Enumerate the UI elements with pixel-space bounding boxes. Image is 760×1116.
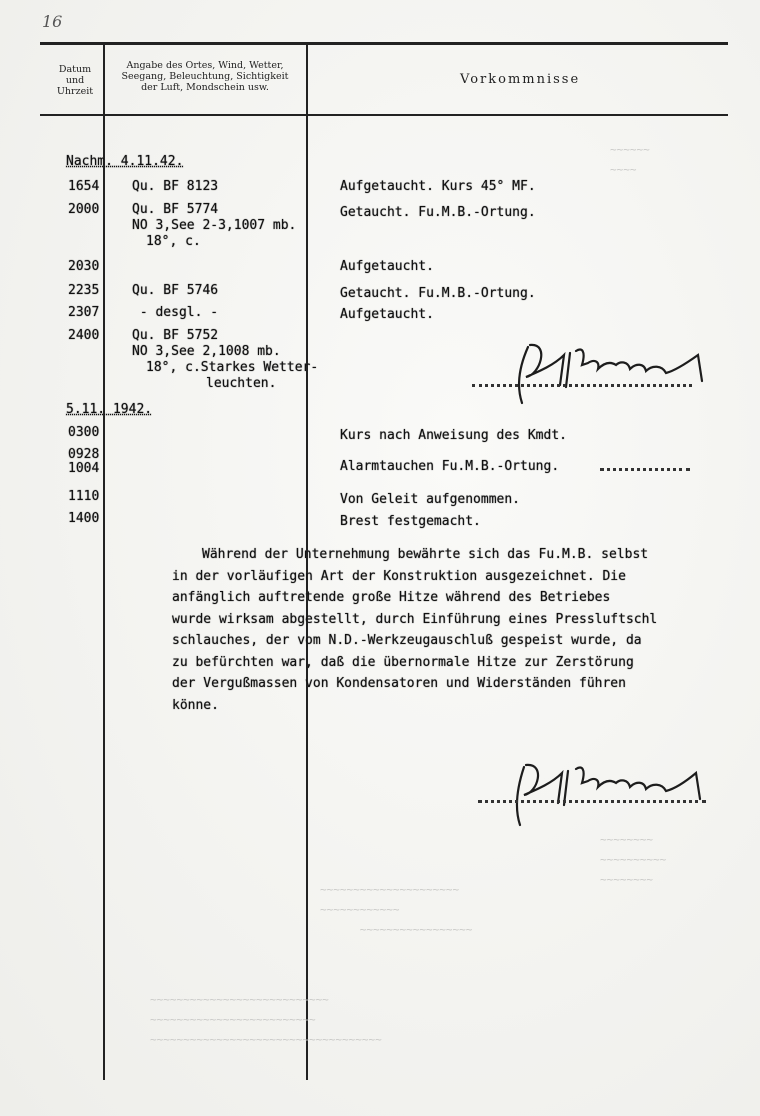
paragraph-line: zu befürchten war, daß die übernormale Hitze zur Zerstörung — [172, 654, 634, 670]
header-place-line-3: der Luft, Mondschein usw. — [141, 82, 269, 93]
entry-time: 0928 — [68, 447, 100, 462]
entry-event: Von Geleit aufgenommen. — [340, 492, 521, 507]
signature-dotline-2 — [478, 800, 706, 803]
entry-place: NO 3,See 2,1008 mb. — [132, 344, 281, 359]
entry-time-2: 1004 — [68, 461, 100, 476]
bleed-through-text-lower-3: ~~~~~~~~~~~~~~~~~~~~~~~~~~~ ~~~~~~~~~~~~~~~~~~~~~~~~~ ~~~~~~~~~~~~~~~~~~~~~~~~~~~~~~~~~~~ — [150, 993, 382, 1046]
entry-time: 2235 — [68, 283, 100, 298]
paragraph-line: könne. — [172, 697, 219, 713]
entry-place: NO 3,See 2-3,1007 mb. — [132, 218, 297, 233]
paragraph-line: wurde wirksam abgestellt, durch Einführung eines Pressluftschl — [172, 611, 658, 627]
bleed-through-text-lower: ~~~~~~~~ ~~~~~~~~~~ ~~~~~~~~ — [600, 833, 667, 886]
header-bottom-rule — [40, 114, 728, 116]
report-paragraph — [172, 544, 760, 716]
entry-event: Aufgetaucht. Kurs 45° MF. — [340, 179, 536, 194]
signature-1 — [470, 325, 720, 415]
column-divider-1 — [103, 44, 105, 1080]
entry-time: 2400 — [68, 328, 100, 343]
entry-time: 1654 — [68, 179, 100, 194]
paragraph-line: anfänglich auftretende große Hitze während des Betriebes — [172, 590, 611, 605]
bleed-through-text-lower-2: ~~~~~~~~~~~~~~~~~~~~~ ~~~~~~~~~~~~ ~~~~~~~~~~~~~~~~~ — [320, 883, 473, 936]
entry-place: - desgl. - — [132, 305, 219, 320]
entry-place: leuchten. — [206, 376, 277, 391]
bleed-through-text: ~~~~~~ ~~~~ — [610, 143, 650, 176]
entry-event: Kurs nach Anweisung des Kmdt. — [340, 428, 567, 443]
entry-time: 2030 — [68, 259, 100, 274]
entry-place: Qu. BF 5774 — [132, 202, 219, 217]
paragraph-line: Während der Unternehmung bewährte sich das Fu.M.B. selbst — [202, 547, 649, 562]
header-date-line-3: Uhrzeit — [56, 86, 94, 97]
header-top-rule — [40, 42, 728, 45]
entry-event: Aufgetaucht. — [340, 259, 434, 274]
paragraph-line: in der vorläufigen Art der Konstruktion ausgezeichnet. Die — [172, 568, 626, 584]
entry-event: Alarmtauchen Fu.M.B.-Ortung. — [340, 459, 560, 474]
signature-2 — [480, 745, 720, 835]
header-date-line-1: Datum — [58, 64, 92, 75]
header-date-time — [48, 64, 102, 97]
entry-place: 18°, c.Starkes Wetter- — [146, 360, 319, 375]
entry-time: 0300 — [68, 425, 100, 440]
entry-date-2: 5.11. 1942. — [66, 402, 153, 417]
entry-time: 2307 — [68, 305, 100, 320]
entry-event: Aufgetaucht. — [340, 307, 434, 322]
header-date-line-2: und — [65, 75, 85, 86]
entry-event: Getaucht. Fu.M.B.-Ortung. — [340, 205, 536, 220]
entry-place: Qu. BF 5752 — [132, 328, 219, 343]
entry-place: Qu. BF 8123 — [132, 179, 219, 194]
paragraph-line: der Vergußmassen von Kondensatoren und Widerständen führen — [172, 676, 626, 691]
entry-time: 2000 — [68, 202, 100, 217]
entry-place: 18°, c. — [146, 234, 201, 249]
header-place-weather — [106, 60, 304, 93]
entry-event: Brest festgemacht. — [340, 514, 481, 529]
header-place-line-1: Angabe des Ortes, Wind, Wetter, — [126, 60, 284, 71]
header-place-line-2: Seegang, Beleuchtung, Sichtigkeit — [121, 71, 289, 82]
entry-date-1: Nachm. 4.11.42. — [66, 154, 184, 169]
entry-time: 1400 — [68, 511, 100, 526]
entry-event: Getaucht. Fu.M.B.-Ortung. — [340, 286, 536, 301]
entry-time: 1110 — [68, 489, 100, 504]
page-number: 16 — [42, 12, 63, 31]
event-dotline — [600, 468, 690, 471]
entry-place: Qu. BF 5746 — [132, 283, 219, 298]
header-events: Vorkommnisse — [460, 72, 581, 87]
signature-dotline-1 — [472, 384, 692, 387]
paragraph-line: schlauches, der vom N.D.-Werkzeugauschluß gespeist wurde, da — [172, 633, 642, 648]
